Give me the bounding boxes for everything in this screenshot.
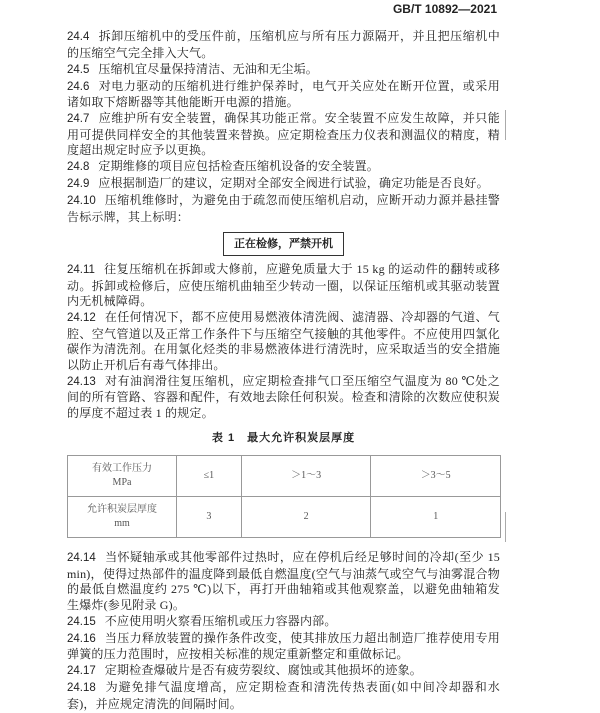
clause-24-17 [67, 663, 500, 680]
clause-number: 24.9 [67, 178, 90, 190]
table-cell: 1 [371, 497, 501, 538]
table-cell: 2 [241, 497, 371, 538]
clause-24-9 [67, 176, 500, 193]
clause-number: 24.16 [67, 632, 96, 645]
clause-number: 24.18 [67, 682, 96, 694]
carbon-deposit-table [67, 455, 501, 538]
clause-text: 压缩机维修时，为避免由于疏忽而使压缩机启动，应断开动力源并悬挂警告标示牌，其上标明： [67, 193, 500, 224]
clause-24-10 [67, 193, 500, 225]
standard-number: GB/T 10892—2021 [392, 2, 497, 16]
row-header [68, 497, 177, 538]
clause-text: 对有油润滑往复压缩机，应定期检查排气口至压缩空气温度为 80 ℃处之间的所有管路、容器和配件，有效地去除任何积炭。检查和清除的次数应使积炭的厚度不超过表 1 的规定。 [67, 373, 500, 420]
row-header [68, 456, 177, 497]
document-body [67, 29, 500, 713]
clause-text: 不应使用明火察看压缩机或压力容器内部。 [104, 613, 337, 628]
clause-text: 为避免排气温度增高，应定期检查和清洗传热表面(如中间冷却器和水套)，并应规定清洗的间隔时间。 [67, 680, 500, 711]
table-row [68, 456, 501, 497]
table-row [68, 497, 501, 538]
clause-24-18 [67, 680, 500, 712]
clause-number: 24.5 [67, 63, 90, 76]
change-bar [505, 512, 506, 542]
clause-text: 拆卸压缩机中的受压件前，压缩机应与所有压力源隔开，并且把压缩机中的压缩空气完全排入大气。 [67, 29, 500, 60]
clause-text: 压缩机宜尽量保持清洁、无油和无尘垢。 [98, 61, 318, 76]
table-title: 表 1 最大允许积炭层厚度 [211, 432, 356, 444]
row-unit: mm [114, 518, 130, 529]
clause-text: 对电力驱动的压缩机进行维护保养时，电气开关应处在断开位置，或采用诸如取下熔断器等其他能断开电源的措施。 [67, 78, 500, 109]
clause-24-4 [67, 29, 500, 61]
clause-number: 24.6 [67, 80, 90, 93]
clause-number: 24.15 [67, 615, 96, 628]
clause-text: 当怀疑轴承或其他零部件过热时，应在停机后经足够时间的冷却(至少 15 min)，使得过热部件的温度降到最低自燃温度(空气与油蒸气或空气与油雾混合物的最低自燃温度约 275 ℃)以下，再打开曲轴箱或其他观察盖，以避免曲轴箱发生爆炸(参见附录 G)。 [67, 550, 500, 612]
clause-number: 24.4 [67, 31, 90, 43]
clause-text: 应维护所有安全装置，确保其功能正常。安全装置不应发生故障，并只能用可提供同样安全的其他装置来替换。应定期检查压力仪表和测温仪的精度，精度超出规定时应予以更换。 [67, 111, 500, 157]
clause-text: 定期检查爆破片是否有疲劳裂纹、腐蚀或其他损坏的迹象。 [104, 663, 422, 677]
clause-number: 24.13 [67, 375, 96, 388]
clause-text: 应根据制造厂的建议，定期对全部安全阀进行试验，确定功能是否良好。 [98, 176, 489, 190]
clause-text: 定期维修的项目应包括检查压缩机设备的安全装置。 [98, 159, 379, 173]
table-cell: ＞3～5 [371, 456, 501, 497]
clause-24-6 [67, 79, 500, 111]
table-cell: ＞1～3 [241, 456, 371, 497]
clause-24-13 [67, 374, 500, 422]
clause-number: 24.10 [67, 195, 96, 207]
row-label: 有效工作压力 [92, 463, 152, 474]
clause-number: 24.17 [67, 665, 96, 677]
clause-24-14 [67, 550, 500, 613]
clause-number: 24.7 [67, 113, 90, 125]
row-label: 允许积炭层厚度 [87, 504, 157, 515]
clause-24-16 [67, 631, 500, 663]
clause-24-11 [67, 262, 500, 310]
warning-sign-box: 正在检修，严禁开机 [223, 232, 344, 256]
clause-24-15 [67, 614, 500, 631]
table-cell: ≤1 [177, 456, 242, 497]
clause-24-7 [67, 111, 500, 159]
clause-24-5 [67, 62, 500, 79]
clause-text: 在任何情况下，都不应使用易燃液体清洗阀、滤清器、冷却器的气道、气腔、空气管道以及正常工作条件下与压缩空气接触的其他零件。不应使用四氯化碳作为清洗剂。在用氯化烃类的非易燃液体进行清洗时，应采取适当的安全措施以防止开机后有毒气体排出。 [67, 310, 500, 372]
clause-number: 24.8 [67, 161, 90, 173]
clause-number: 24.14 [67, 552, 96, 564]
row-unit: MPa [112, 477, 132, 488]
clause-24-8 [67, 159, 500, 176]
clause-24-12 [67, 310, 500, 373]
clause-number: 24.12 [67, 312, 96, 324]
clause-number: 24.11 [67, 264, 95, 276]
change-bar [505, 110, 506, 140]
warning-sign-container [67, 232, 500, 256]
clause-text: 当压力释放装置的操作条件改变，使其排放压力超出制造厂推荐使用专用弹簧的压力范围时，应按相关标准的规定重新整定和重做标记。 [67, 630, 500, 661]
table-cell: 3 [177, 497, 242, 538]
clause-text: 往复压缩机在拆卸或大修前，应避免质量大于 15 kg 的运动件的翻转或移动。拆卸或检修后，应使压缩机曲轴至少转动一圈，以保证压缩机或其驱动装置内无机械障碍。 [67, 262, 500, 308]
